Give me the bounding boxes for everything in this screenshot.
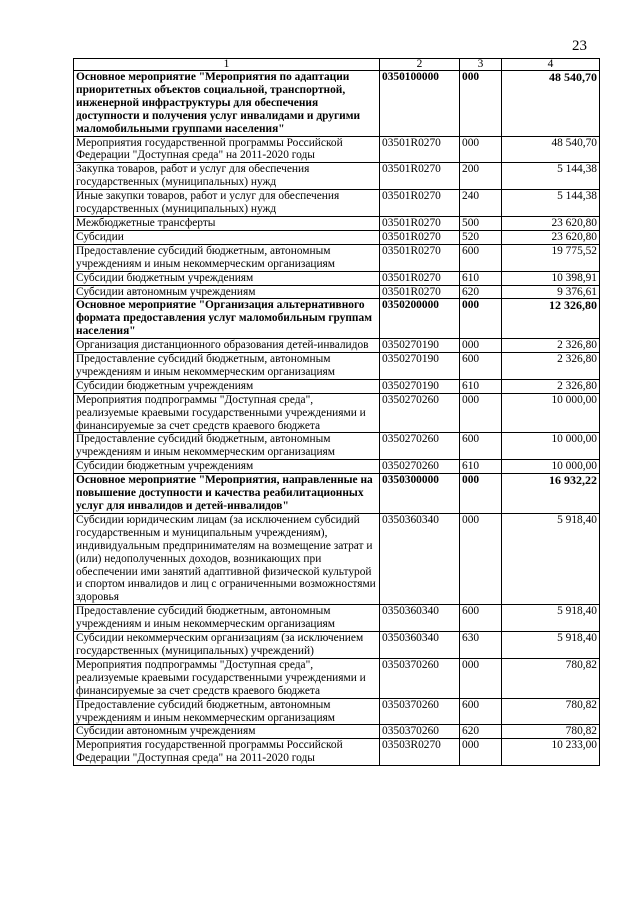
- budget-table: [73, 58, 600, 766]
- row-expense-type: 600: [460, 605, 502, 632]
- row-description: Субсидии автономным учреждениям: [74, 285, 380, 299]
- row-description: Мероприятия государственной программы Российской Федерации "Доступная среда" на 2011-2020 годы: [74, 739, 380, 766]
- row-amount: 23 620,80: [502, 230, 600, 244]
- row-amount: 5 918,40: [502, 513, 600, 604]
- table-row: [74, 271, 600, 285]
- row-amount: 23 620,80: [502, 216, 600, 230]
- row-amount: 9 376,61: [502, 285, 600, 299]
- row-target-code: 0350360340: [380, 513, 460, 604]
- table-body: [74, 71, 600, 766]
- table-row: [74, 433, 600, 460]
- row-target-code: 0350270190: [380, 379, 460, 393]
- table-row: [74, 379, 600, 393]
- row-expense-type: 600: [460, 353, 502, 380]
- table-row: [74, 230, 600, 244]
- row-target-code: 0350100000: [380, 71, 460, 137]
- row-target-code: 0350370260: [380, 698, 460, 725]
- row-amount: 5 918,40: [502, 605, 600, 632]
- row-target-code: 0350270260: [380, 393, 460, 433]
- row-description: Межбюджетные трансферты: [74, 216, 380, 230]
- row-amount: 5 144,38: [502, 163, 600, 190]
- row-target-code: 0350370260: [380, 658, 460, 698]
- row-amount: 780,82: [502, 725, 600, 739]
- table-row: [74, 244, 600, 271]
- row-target-code: 03501R0270: [380, 285, 460, 299]
- row-description: Предоставление субсидий бюджетным, автономным учреждениям и иным некоммерческим организациям: [74, 433, 380, 460]
- row-target-code: 03501R0270: [380, 190, 460, 217]
- row-target-code: 03503R0270: [380, 739, 460, 766]
- page-number: 23: [572, 38, 587, 54]
- table-row: [74, 460, 600, 474]
- row-amount: 5 918,40: [502, 632, 600, 659]
- row-target-code: 0350270190: [380, 339, 460, 353]
- row-description: Мероприятия государственной программы Российской Федерации "Доступная среда" на 2011-2020 годы: [74, 136, 380, 163]
- row-expense-type: 620: [460, 725, 502, 739]
- row-target-code: 0350360340: [380, 605, 460, 632]
- row-expense-type: 000: [460, 393, 502, 433]
- row-expense-type: 600: [460, 433, 502, 460]
- row-description: Основное мероприятие "Мероприятия, направленные на повышение доступности и качества реабилитационных услуг для инвалидов и детей-инвалидов": [74, 474, 380, 514]
- column-header-4: 4: [502, 59, 600, 71]
- row-description: Субсидии бюджетным учреждениям: [74, 460, 380, 474]
- table-row: [74, 285, 600, 299]
- row-target-code: 0350270190: [380, 353, 460, 380]
- row-amount: 5 144,38: [502, 190, 600, 217]
- row-target-code: 03501R0270: [380, 271, 460, 285]
- table-row: [74, 393, 600, 433]
- row-target-code: 0350200000: [380, 299, 460, 339]
- row-target-code: 03501R0270: [380, 136, 460, 163]
- row-description: Закупка товаров, работ и услуг для обеспечения государственных (муниципальных) нужд: [74, 163, 380, 190]
- row-amount: 2 326,80: [502, 339, 600, 353]
- table-header-row: [74, 59, 600, 71]
- row-description: Предоставление субсидий бюджетным, автономным учреждениям и иным некоммерческим организациям: [74, 698, 380, 725]
- row-expense-type: 610: [460, 271, 502, 285]
- row-amount: 12 326,80: [502, 299, 600, 339]
- table-row: [74, 513, 600, 604]
- row-description: Субсидии: [74, 230, 380, 244]
- row-target-code: 0350270260: [380, 460, 460, 474]
- row-expense-type: 610: [460, 379, 502, 393]
- row-amount: 16 932,22: [502, 474, 600, 514]
- table-row-main-event: [74, 71, 600, 137]
- row-amount: 19 775,52: [502, 244, 600, 271]
- row-description: Субсидии бюджетным учреждениям: [74, 379, 380, 393]
- row-amount: 2 326,80: [502, 379, 600, 393]
- row-amount: 48 540,70: [502, 136, 600, 163]
- row-description: Субсидии автономным учреждениям: [74, 725, 380, 739]
- row-amount: 10 000,00: [502, 393, 600, 433]
- row-description: Субсидии некоммерческим организациям (за исключением государственных (муниципальных) учреждений): [74, 632, 380, 659]
- row-target-code: 03501R0270: [380, 230, 460, 244]
- row-description: Мероприятия подпрограммы "Доступная среда", реализуемые краевыми государственными учреждениями и финансируемые за счет средств краевого бюджета: [74, 658, 380, 698]
- row-description: Предоставление субсидий бюджетным, автономным учреждениям и иным некоммерческим организациям: [74, 353, 380, 380]
- row-expense-type: 000: [460, 513, 502, 604]
- table-row: [74, 216, 600, 230]
- row-amount: 10 000,00: [502, 460, 600, 474]
- row-expense-type: 000: [460, 299, 502, 339]
- row-expense-type: 620: [460, 285, 502, 299]
- table-row-main-event: [74, 474, 600, 514]
- row-description: Предоставление субсидий бюджетным, автономным учреждениям и иным некоммерческим организациям: [74, 605, 380, 632]
- table-row: [74, 725, 600, 739]
- table-row-main-event: [74, 299, 600, 339]
- row-expense-type: 000: [460, 136, 502, 163]
- row-expense-type: 000: [460, 474, 502, 514]
- row-description: Предоставление субсидий бюджетным, автономным учреждениям и иным некоммерческим организациям: [74, 244, 380, 271]
- row-amount: 48 540,70: [502, 71, 600, 137]
- row-expense-type: 000: [460, 739, 502, 766]
- table-row: [74, 632, 600, 659]
- row-description: Организация дистанционного образования детей-инвалидов: [74, 339, 380, 353]
- row-expense-type: 600: [460, 244, 502, 271]
- column-header-1: 1: [74, 59, 380, 71]
- row-description: Основное мероприятие "Мероприятия по адаптации приоритетных объектов социальной, транспортной, инженерной инфраструктуры для обеспечения доступности и получения услуг инвалидами и другими маломобильными группами населения": [74, 71, 380, 137]
- row-amount: 780,82: [502, 698, 600, 725]
- row-expense-type: 500: [460, 216, 502, 230]
- row-target-code: 0350360340: [380, 632, 460, 659]
- row-target-code: 03501R0270: [380, 216, 460, 230]
- table-row: [74, 190, 600, 217]
- table-row: [74, 163, 600, 190]
- row-description: Основное мероприятие "Организация альтернативного формата предоставления услуг маломобильным группам населения": [74, 299, 380, 339]
- table-row: [74, 605, 600, 632]
- column-header-2: 2: [380, 59, 460, 71]
- row-description: Субсидии юридическим лицам (за исключением субсидий государственным и муниципальным учреждениям), индивидуальным предпринимателям на возмещение затрат и (или) недополученных доходов, возникающих при обеспечении ими занятий адаптивной физической культурой и спортом инвалидов и лиц с ограниченными возможностями здоровья: [74, 513, 380, 604]
- row-target-code: 0350300000: [380, 474, 460, 514]
- row-description: Субсидии бюджетным учреждениям: [74, 271, 380, 285]
- row-expense-type: 240: [460, 190, 502, 217]
- row-amount: 10 233,00: [502, 739, 600, 766]
- row-expense-type: 610: [460, 460, 502, 474]
- table-row: [74, 353, 600, 380]
- row-expense-type: 630: [460, 632, 502, 659]
- row-target-code: 0350270260: [380, 433, 460, 460]
- row-target-code: 0350370260: [380, 725, 460, 739]
- row-amount: 780,82: [502, 658, 600, 698]
- table-row: [74, 136, 600, 163]
- row-description: Мероприятия подпрограммы "Доступная среда", реализуемые краевыми государственными учреждениями и финансируемые за счет средств краевого бюджета: [74, 393, 380, 433]
- table-row: [74, 339, 600, 353]
- row-description: Иные закупки товаров, работ и услуг для обеспечения государственных (муниципальных) нужд: [74, 190, 380, 217]
- row-target-code: 03501R0270: [380, 244, 460, 271]
- row-amount: 10 398,91: [502, 271, 600, 285]
- column-header-3: 3: [460, 59, 502, 71]
- row-expense-type: 000: [460, 71, 502, 137]
- row-expense-type: 600: [460, 698, 502, 725]
- row-expense-type: 200: [460, 163, 502, 190]
- row-target-code: 03501R0270: [380, 163, 460, 190]
- table-row: [74, 658, 600, 698]
- row-expense-type: 000: [460, 658, 502, 698]
- row-amount: 2 326,80: [502, 353, 600, 380]
- row-expense-type: 000: [460, 339, 502, 353]
- table-row: [74, 739, 600, 766]
- table-row: [74, 698, 600, 725]
- row-amount: 10 000,00: [502, 433, 600, 460]
- row-expense-type: 520: [460, 230, 502, 244]
